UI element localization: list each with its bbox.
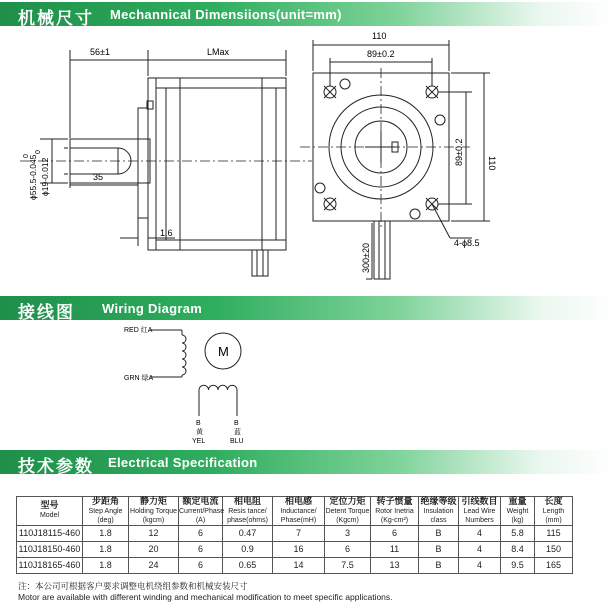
wire-yel-b: B: [196, 420, 201, 427]
header-cell: 转子惯量 Rotor Inetria (Kg-cm²): [371, 497, 419, 526]
dim-110-top: 110: [372, 31, 387, 41]
flange: [148, 78, 156, 250]
dim-1-6: 1.6: [160, 228, 173, 238]
cell: 6: [371, 526, 419, 542]
cell: 13: [371, 558, 419, 574]
cell: 1.8: [83, 526, 129, 542]
wire-blu-en: BLU: [230, 438, 244, 445]
cell: B: [419, 558, 459, 574]
wire-blu-zh: 蓝: [234, 429, 241, 436]
cell: 6: [325, 542, 371, 558]
wire-yel-en: YEL: [192, 438, 206, 445]
cell-model: 110J18115-460: [17, 526, 83, 542]
wiring-section-header: [0, 296, 612, 323]
cell: 4: [459, 526, 501, 542]
wiring-diagram: [0, 320, 612, 450]
mechanical-drawing: [0, 28, 612, 296]
header-cell: 相电阻 Resis tance/ phase(ohms): [223, 497, 273, 526]
mechanical-title-zh: 机械尺寸: [18, 9, 94, 29]
cell: 14: [273, 558, 325, 574]
header-cell: 长度 Length (mm): [535, 497, 573, 526]
cell: 4: [459, 558, 501, 574]
header-cell: 绝缘等级 Insulation class: [420, 496, 457, 524]
header-bar: [0, 296, 612, 320]
cell: 0.65: [223, 558, 273, 574]
dim-holes: 4-ϕ8.5: [454, 238, 480, 248]
wire-blu-b: B: [234, 420, 239, 427]
header-cell: 定位力矩 Detent Torque (Kgcm): [325, 496, 370, 524]
header-cell: 静力矩 Holding Torque (kgcm): [130, 496, 177, 524]
cell: 0.9: [223, 542, 273, 558]
wiring-title-zh: 接线图: [18, 303, 75, 323]
header-cell: 额定电流 Current/Phase (A): [179, 496, 225, 524]
header-cell: 相电感 Inductance/ Phase(mH): [273, 497, 325, 526]
dim-89-side: 89±0.2: [454, 138, 464, 166]
coil-a: [182, 335, 186, 375]
header-cell: 重量 Weight (kg): [501, 497, 535, 526]
cell: 1.8: [83, 558, 129, 574]
dim-56: 56±1: [90, 47, 110, 57]
wire-yel-zh: 黄: [196, 429, 203, 436]
note-zh: 注：本公司可根据客户要求调整电机绕组参数和机械安装尺寸: [18, 581, 248, 591]
dim-89-top: 89±0.2: [367, 49, 395, 59]
cell: 11: [371, 542, 419, 558]
dim-110-side: 110: [487, 156, 497, 171]
cell: 165: [535, 558, 573, 574]
flange-left: [138, 108, 148, 218]
coil-b: [199, 385, 237, 390]
wire-red-label: RED 红A: [124, 327, 153, 334]
cell: 12: [129, 526, 179, 542]
cell: 1.8: [83, 542, 129, 558]
cell: 115: [535, 526, 573, 542]
dim-lmax: LMax: [207, 47, 230, 57]
dim-shaft-dia-zero: 0: [23, 154, 30, 158]
cell: 7.5: [325, 558, 371, 574]
electrical-title-en: Electrical Specification: [108, 455, 258, 470]
dim-300: 300±20: [361, 243, 371, 273]
electrical-section-header: [0, 450, 612, 477]
cell: B: [419, 526, 459, 542]
header-cell: 型号 Model: [17, 497, 83, 526]
cell: 24: [129, 558, 179, 574]
note-en: Motor are available with different winding and mechanical modification to meet specific applications.: [18, 592, 393, 602]
cell: 16: [273, 542, 325, 558]
cell: 7: [273, 526, 325, 542]
cell: 0.47: [223, 526, 273, 542]
cell: 9.5: [501, 558, 535, 574]
cell: 4: [459, 542, 501, 558]
electrical-title-zh: 技术参数: [18, 457, 94, 477]
cell: 3: [325, 526, 371, 542]
cell: 6: [179, 542, 223, 558]
header-cell: 引线数目 Lead Wire Numbers: [459, 497, 501, 526]
dim-19-zero: 0: [35, 150, 42, 154]
dim-35: 35: [93, 172, 104, 182]
mechanical-title-en: Mechannical Dimensiions(unit=mm): [110, 7, 342, 22]
motor-label: M: [218, 344, 229, 359]
cell: B: [419, 542, 459, 558]
dim-shaft-dia: ϕ55.5-0.045: [28, 154, 38, 200]
cell: 5.8: [501, 526, 535, 542]
cell-model: 110J18150-460: [17, 542, 83, 558]
dim-19: ϕ19-0.012: [40, 157, 50, 196]
spec-header-row: [17, 497, 573, 526]
header-cell: 步距角 Step Angle (deg): [83, 497, 129, 526]
spec-table: [16, 496, 573, 574]
cell: 6: [179, 526, 223, 542]
cell: 150: [535, 542, 573, 558]
wire-grn-label: GRN 绿A: [124, 375, 154, 382]
table-row: [17, 526, 573, 542]
cell: 20: [129, 542, 179, 558]
mechanical-section-header: [0, 2, 612, 29]
motor-body: [156, 78, 286, 250]
wiring-title-en: Wiring Diagram: [102, 301, 203, 316]
cell-model: 110J18165-460: [17, 558, 83, 574]
table-row: [17, 558, 573, 574]
cell: 8.4: [501, 542, 535, 558]
cell: 6: [179, 558, 223, 574]
table-row: [17, 542, 573, 558]
